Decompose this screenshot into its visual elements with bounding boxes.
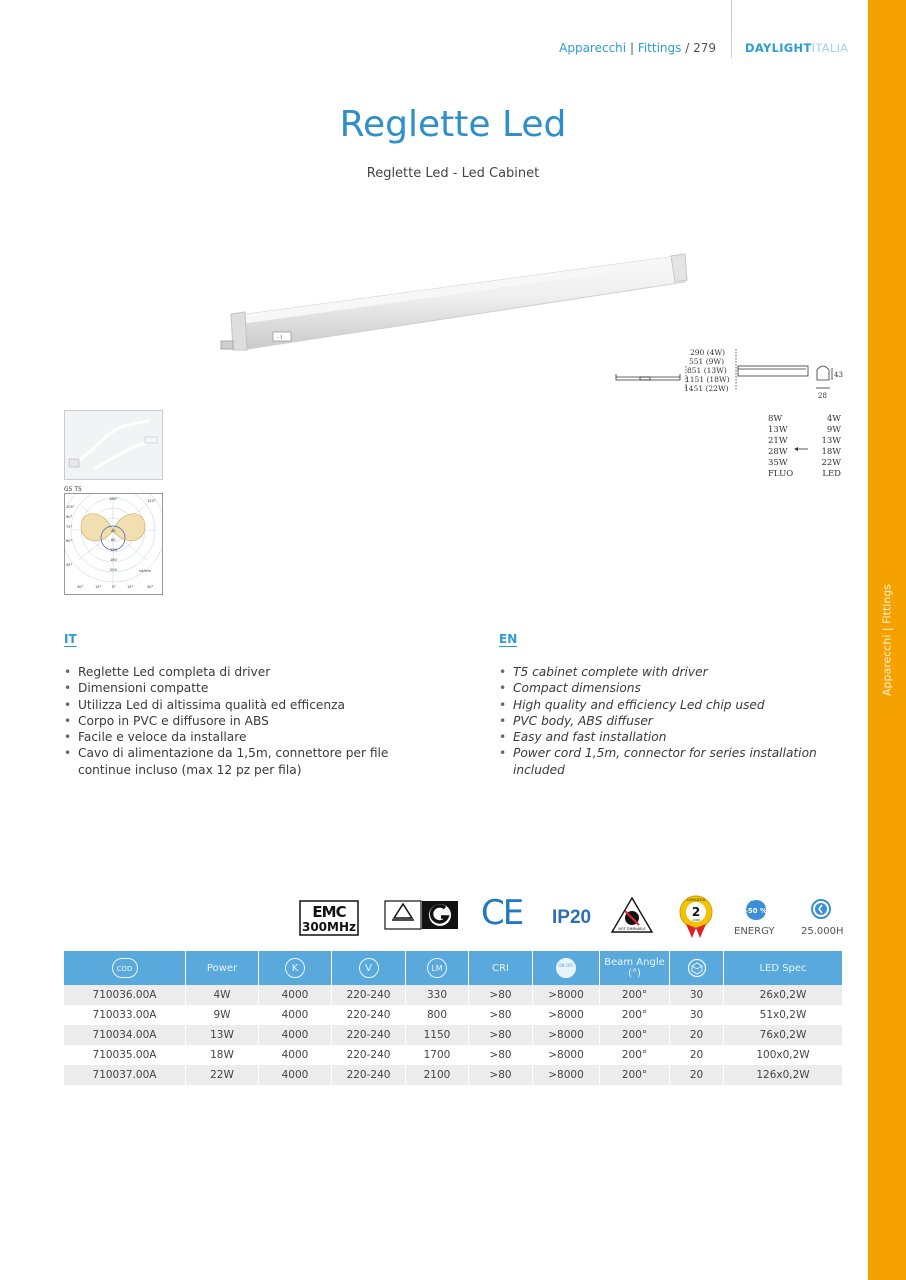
table-cell: 4000 — [259, 1065, 332, 1085]
table-cell: 200° — [600, 1065, 670, 1085]
list-item: • Corpo in PVC e diffusore in ABS — [64, 713, 424, 729]
tuv-gs-logo — [384, 898, 460, 934]
svg-text:0°: 0° — [112, 585, 117, 589]
list-item: • Dimensioni compatte — [64, 680, 424, 696]
svg-text:180°: 180° — [109, 497, 118, 501]
list-item: • Easy and fast installation — [499, 729, 829, 745]
dim-length-1: 551 (9W) — [689, 357, 725, 366]
svg-text:ANNI: ANNI — [692, 918, 700, 922]
table-cell: 20 — [670, 1025, 724, 1045]
col-lumen — [406, 951, 469, 985]
svg-text:15°: 15° — [127, 585, 134, 589]
box-icon — [687, 958, 707, 978]
svg-text:15°: 15° — [95, 585, 102, 589]
table-cell: >80 — [469, 1045, 533, 1065]
col-kelvin — [259, 951, 332, 985]
ce-mark: CE — [481, 893, 523, 933]
page-number: / 279 — [685, 41, 716, 55]
list-item: • High quality and efficiency Led chip used — [499, 697, 829, 713]
list-item: • Cavo di alimentazione da 1,5m, connettore per file continue incluso (max 12 pz per fila) — [64, 745, 424, 778]
list-item: • Compact dimensions — [499, 680, 829, 696]
dim-length-2: 851 (13W) — [687, 366, 727, 375]
table-cell: 126x0,2W — [724, 1065, 843, 1085]
lifetime-label: 25.000H — [801, 926, 844, 937]
lang-label-it: IT — [64, 632, 77, 646]
table-cell: 9W — [186, 1005, 259, 1025]
table-cell: >80 — [469, 985, 533, 1005]
table-cell: 200° — [600, 1045, 670, 1065]
ip-rating: IP20 — [552, 907, 592, 928]
arrow-left-icon — [794, 446, 808, 452]
svg-text:-50 %: -50 % — [744, 907, 768, 915]
table-cell: 51x0,2W — [724, 1005, 843, 1025]
svg-text:120: 120 — [110, 548, 117, 552]
product-image — [215, 246, 690, 358]
col-voltage — [332, 951, 406, 985]
dim-length-4: 1451 (22W) — [684, 384, 729, 393]
energy-saving-icon — [744, 898, 768, 922]
table-row — [64, 985, 842, 1005]
table-cell: 200° — [600, 985, 670, 1005]
led-watt-list: 4W 9W 13W 18W 22W LED — [821, 414, 841, 479]
table-cell: >80 — [469, 1025, 533, 1045]
svg-text:30°: 30° — [147, 585, 154, 589]
table-row — [64, 1025, 842, 1045]
table-cell: >80 — [469, 1065, 533, 1085]
section-it: Apparecchi — [559, 41, 627, 55]
col-code — [64, 951, 186, 985]
lang-label-en: EN — [499, 632, 518, 646]
svg-text:cd/klm: cd/klm — [139, 569, 152, 573]
table-cell: 710033.00A — [64, 1005, 186, 1025]
table-cell: 220-240 — [332, 1025, 406, 1045]
table-cell: 710034.00A — [64, 1025, 186, 1045]
table-row — [64, 1065, 842, 1085]
not-dimmable-icon — [610, 896, 654, 934]
table-cell: 22W — [186, 1065, 259, 1085]
svg-text:60°: 60° — [66, 539, 73, 543]
table-cell: >8000 — [533, 1045, 600, 1065]
list-item: • PVC body, ABS diffuser — [499, 713, 829, 729]
warranty-badge — [678, 894, 714, 938]
table-row — [64, 1045, 842, 1065]
table-header-row — [64, 951, 842, 985]
table-cell: 200° — [600, 1025, 670, 1045]
svg-text:- I: - I — [277, 335, 282, 341]
table-cell: 2100 — [406, 1065, 469, 1085]
list-item: • Utilizza Led di altissima qualità ed efficenza — [64, 697, 424, 713]
table-cell: 4000 — [259, 1025, 332, 1045]
lifetime-icon — [810, 898, 832, 920]
table-cell: 200° — [600, 1005, 670, 1025]
dim-length-0: 290 (4W) — [690, 348, 726, 357]
table-cell: 26x0,2W — [724, 985, 843, 1005]
feature-list-en — [499, 664, 829, 778]
svg-text:30°: 30° — [77, 585, 84, 589]
list-item: • Reglette Led completa di driver — [64, 664, 424, 680]
svg-text:75°: 75° — [66, 525, 73, 529]
header-divider — [731, 0, 732, 58]
table-cell: 4000 — [259, 1045, 332, 1065]
table-cell: 1150 — [406, 1025, 469, 1045]
table-cell: >80 — [469, 1005, 533, 1025]
list-item: • Facile e veloce da installare — [64, 729, 424, 745]
table-cell: 220-240 — [332, 1065, 406, 1085]
table-cell: 220-240 — [332, 1005, 406, 1025]
svg-text:80: 80 — [111, 538, 116, 542]
page-title: Reglette Led — [339, 104, 567, 145]
table-cell: 4W — [186, 985, 259, 1005]
table-cell: >8000 — [533, 1025, 600, 1045]
energy-label: ENERGY — [734, 926, 775, 937]
dim-depth: 28 — [818, 392, 827, 400]
kelvin-icon: K — [285, 958, 305, 978]
feature-list-it — [64, 664, 424, 778]
header-separator: | — [629, 41, 634, 55]
table-cell: 710035.00A — [64, 1045, 186, 1065]
page-header-section — [559, 41, 716, 55]
power-cord-image — [64, 410, 163, 480]
table-cell: 30 — [670, 1005, 724, 1025]
brand-sub: ITALIA — [811, 41, 849, 55]
table-cell: 710037.00A — [64, 1065, 186, 1085]
col-pack — [670, 951, 724, 985]
table-cell: >8000 — [533, 1065, 600, 1085]
svg-text:45°: 45° — [66, 563, 73, 567]
photometry-label: G5 T5 — [64, 486, 82, 493]
svg-text:2: 2 — [691, 905, 701, 919]
table-cell: 220-240 — [332, 985, 406, 1005]
spec-table — [64, 951, 842, 1085]
svg-text:40: 40 — [111, 529, 116, 533]
col-switch-cycles — [533, 951, 600, 985]
table-cell: 800 — [406, 1005, 469, 1025]
table-cell: 20 — [670, 1065, 724, 1085]
dimension-drawing — [610, 344, 846, 406]
side-tab-label: Apparecchi | Fittings — [880, 583, 894, 697]
col-led-spec: LED Spec — [724, 951, 843, 985]
table-cell: 330 — [406, 985, 469, 1005]
svg-text:160: 160 — [110, 558, 117, 562]
svg-text:90°: 90° — [66, 515, 73, 519]
emc-logo — [299, 900, 359, 936]
list-item: • T5 cabinet complete with driver — [499, 664, 829, 680]
svg-text:GARANZIA: GARANZIA — [686, 898, 706, 902]
code-icon: COD — [112, 958, 138, 978]
col-power: Power — [186, 951, 259, 985]
page-subtitle: Reglette Led - Led Cabinet — [366, 166, 540, 181]
table-cell: >8000 — [533, 985, 600, 1005]
table-cell: >8000 — [533, 1005, 600, 1025]
svg-text:200: 200 — [110, 568, 117, 572]
brand-main: DAYLIGHT — [745, 41, 812, 55]
svg-text:NOT DIMMABLE: NOT DIMMABLE — [618, 927, 646, 931]
dim-height: 43 — [834, 371, 843, 379]
fluo-watt-list: 8W 13W 21W 28W 35W FLUO — [768, 414, 794, 479]
table-cell: 76x0,2W — [724, 1025, 843, 1045]
svg-text:105°: 105° — [66, 505, 75, 509]
table-cell: 710036.00A — [64, 985, 186, 1005]
table-cell: 1700 — [406, 1045, 469, 1065]
col-cri: CRI — [469, 951, 533, 985]
table-cell: 220-240 — [332, 1045, 406, 1065]
brand-logo — [745, 41, 848, 55]
photometric-diagram — [64, 493, 163, 595]
table-cell: 4000 — [259, 985, 332, 1005]
section-en: Fittings — [637, 41, 682, 55]
voltage-icon: V — [359, 958, 379, 978]
table-row — [64, 1005, 842, 1025]
table-cell: 20 — [670, 1045, 724, 1065]
dim-length-3: 1151 (18W) — [685, 375, 730, 384]
table-cell: 4000 — [259, 1005, 332, 1025]
table-cell: 13W — [186, 1025, 259, 1045]
lumen-icon: LM — [427, 958, 447, 978]
table-cell: 100x0,2W — [724, 1045, 843, 1065]
on-off-icon: ON OFF — [556, 958, 576, 978]
svg-text:120°: 120° — [147, 499, 156, 503]
svg-text:EMC: EMC — [312, 903, 346, 921]
list-item: • Power cord 1,5m, connector for series installation included — [499, 745, 829, 778]
col-beam-angle: Beam Angle (°) — [600, 951, 670, 985]
table-cell: 18W — [186, 1045, 259, 1065]
table-cell: 30 — [670, 985, 724, 1005]
svg-text:300MHz: 300MHz — [301, 920, 357, 934]
